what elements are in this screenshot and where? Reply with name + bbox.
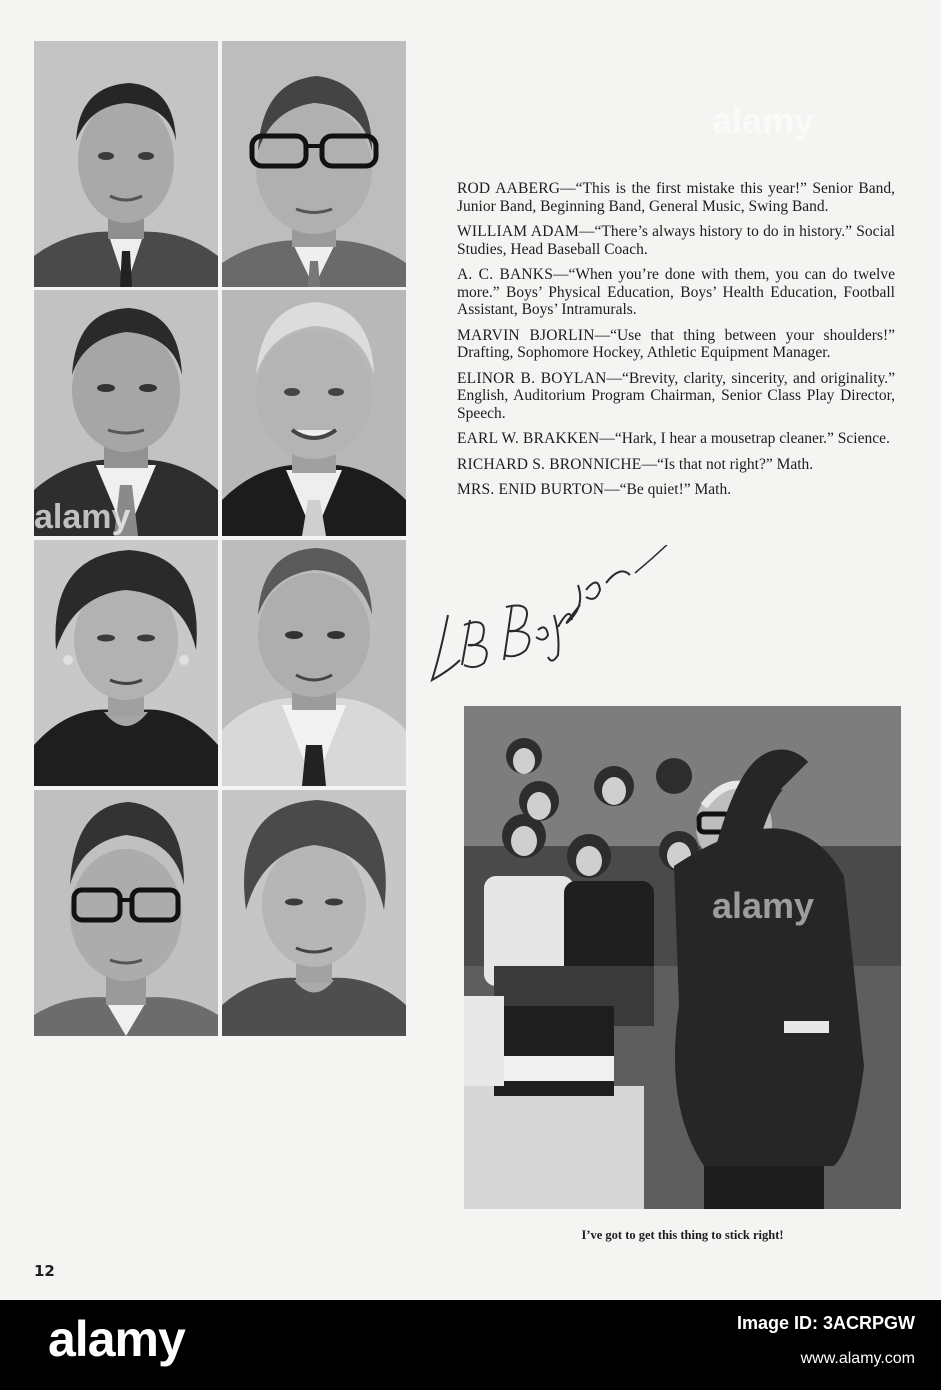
portrait-richard-bronniche — [34, 790, 218, 1036]
bio-william-adam: WILLIAM ADAM—“There’s always history to do in history.” Social Studies, Head Baseball Coach. — [457, 223, 895, 258]
bio-elinor-boylan: ELINOR B. BOYLAN—“Brevity, clarity, sincerity, and originality.” English, Auditorium Program Chairman, Senior Class Play Director, Speech. — [457, 369, 895, 422]
bio-earl-brakken: EARL W. BRAKKEN—“Hark, I hear a mousetrap cleaner.” Science. — [457, 430, 890, 447]
watermark: alamy — [34, 498, 131, 536]
handwritten-signature — [420, 545, 710, 695]
watermark: alamy — [712, 885, 815, 926]
bio-a-c-banks: A. C. BANKS—“When you’re done with them, you can do twelve more.” Boys’ Physical Education, Boys’ Health Education, Football Assistant, Boys’ Intramurals. — [457, 266, 895, 318]
portrait-elinor-boylan — [34, 540, 218, 786]
bio-rod-aaberg: ROD AABERG—“This is the first mistake this year!” Senior Band, Junior Band, Beginning Band, General Music, Swing Band. — [457, 180, 895, 215]
page-number: 12 — [34, 1262, 55, 1280]
portrait-william-adam — [222, 41, 406, 287]
watermark: alamy — [712, 100, 815, 141]
bio-richard-bronniche: RICHARD S. BRONNICHE—“Is that not right?” Math. — [457, 455, 814, 473]
portrait-earl-brakken — [222, 540, 406, 786]
faculty-bios — [457, 180, 895, 507]
bio-enid-burton: MRS. ENID BURTON—“Be quiet!” Math. — [457, 481, 732, 498]
classroom-photo — [464, 706, 901, 1209]
portrait-rod-aaberg — [34, 41, 218, 287]
image-id: Image ID: 3ACRPGW — [736, 1313, 915, 1333]
photo-caption: I’ve got to get this thing to stick right! — [581, 1228, 784, 1242]
footer-logo: alamy — [48, 1311, 185, 1367]
footer-url: www.alamy.com — [800, 1350, 915, 1367]
portrait-enid-burton — [222, 790, 406, 1036]
bio-marvin-bjorlin: MARVIN BJORLIN—“Use that thing between your shoulders!” Drafting, Sophomore Hockey, Athletic Equipment Manager. — [457, 326, 895, 361]
portrait-marvin-bjorlin — [222, 290, 406, 536]
